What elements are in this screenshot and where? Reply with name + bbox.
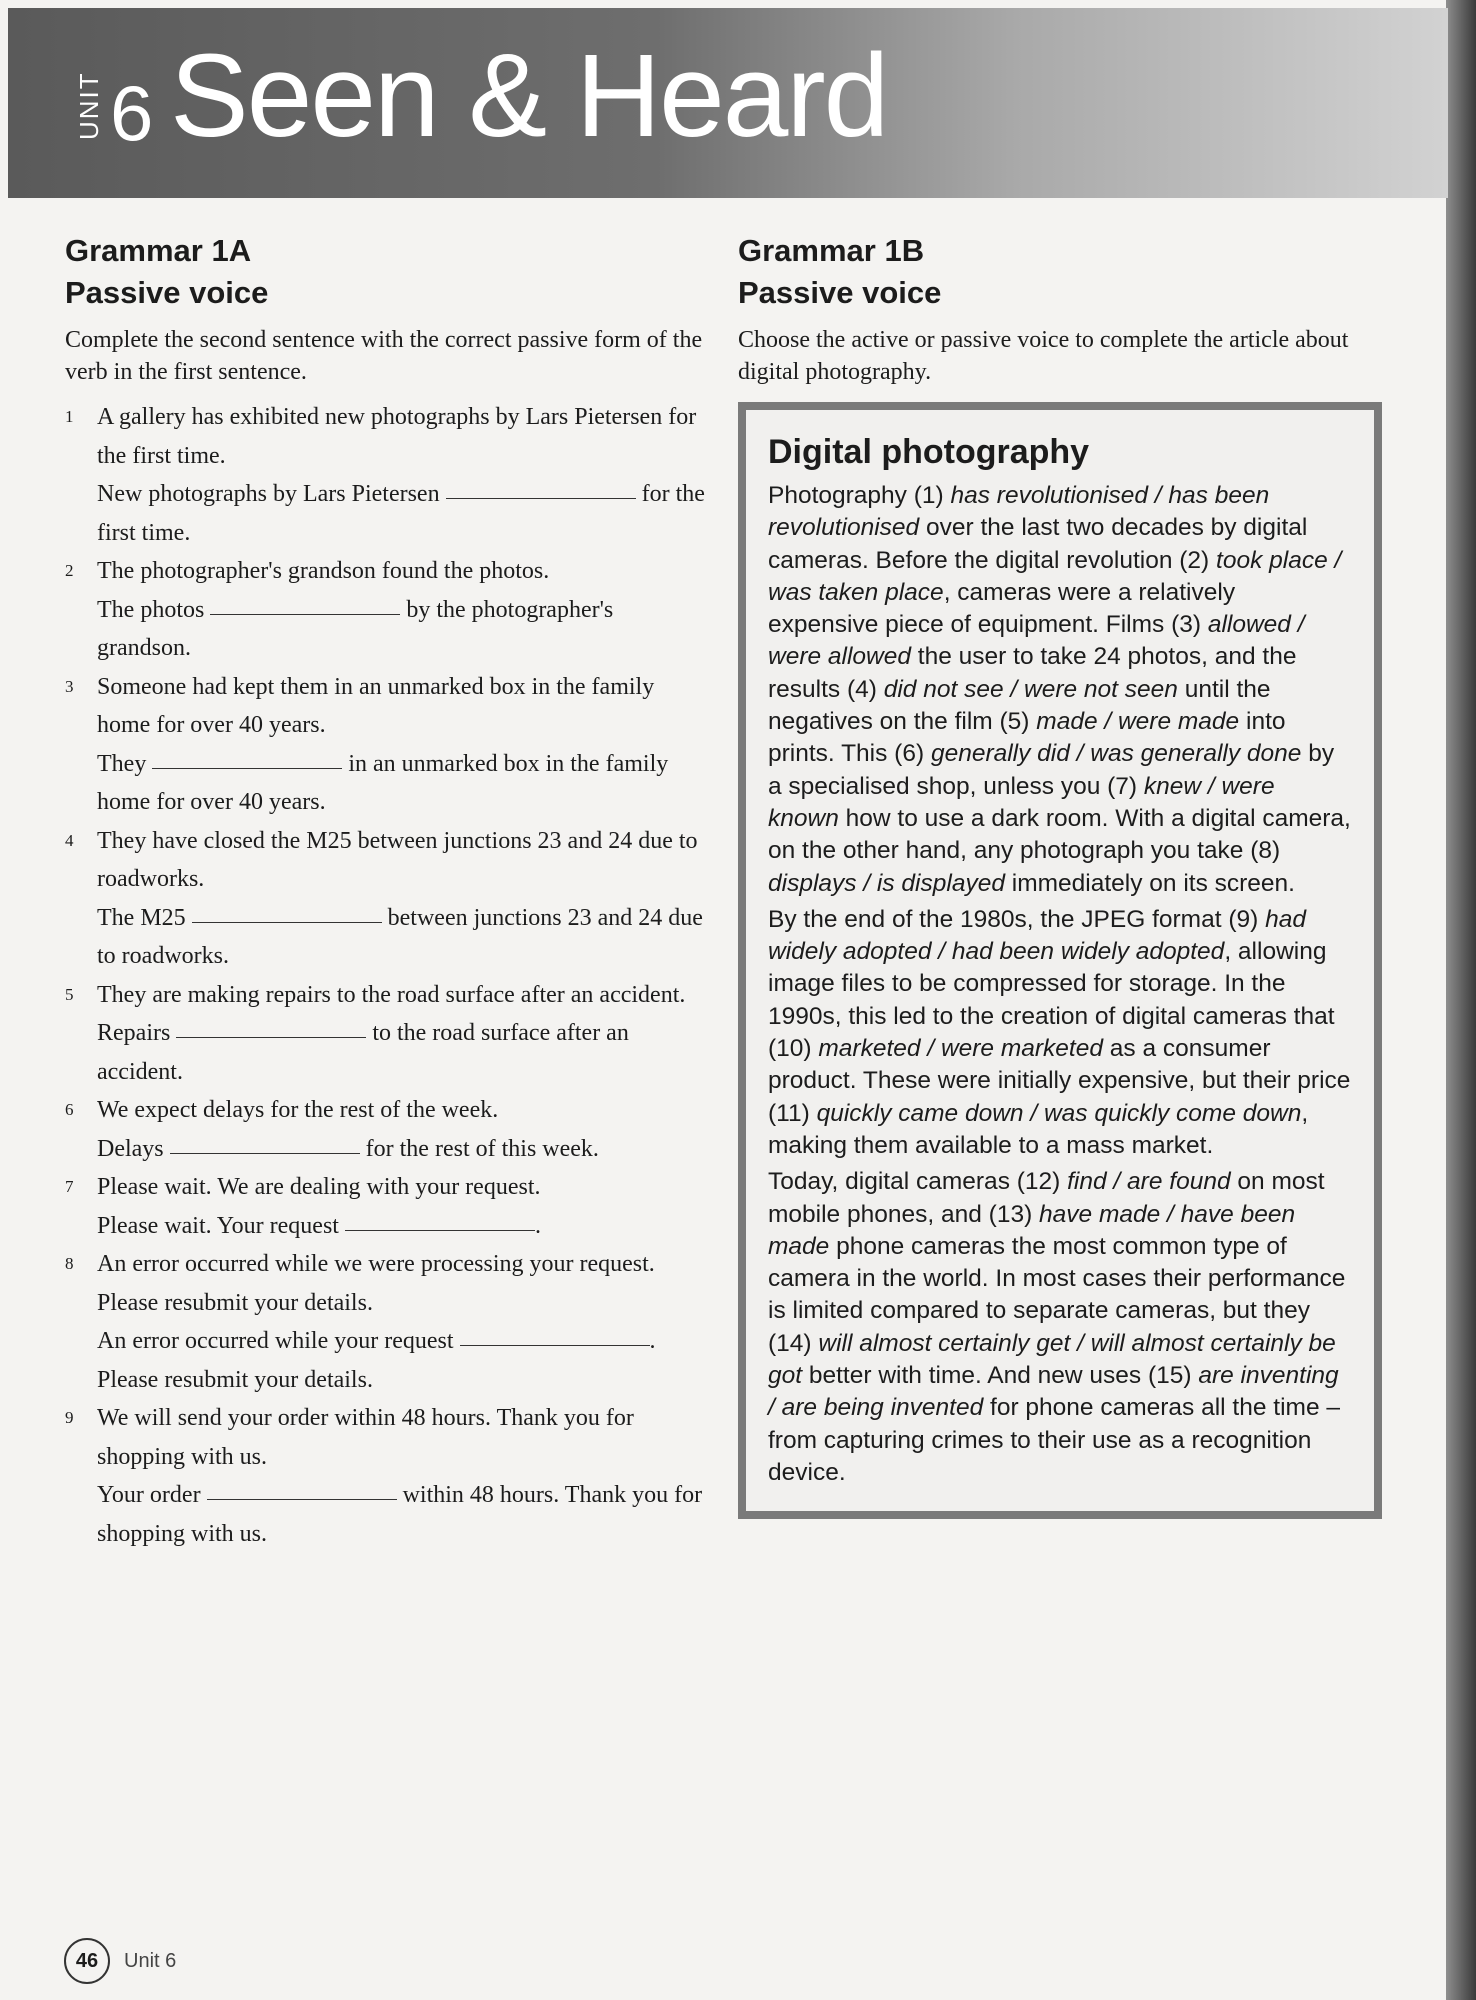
sentence-end: .: [534, 1212, 541, 1239]
answer-blank[interactable]: [170, 1152, 360, 1154]
choice-option[interactable]: marketed / were marketed: [818, 1035, 1103, 1063]
sentence-start: Repairs: [97, 1020, 171, 1046]
article-paragraph: Today, digital cameras (12) find / are found on most mobile phones, and (13) have made / have been made phone cameras the most common type of camera in the world. In most cases their performance is limited compared to separate cameras, but they (14) will almost certainly get / will almost certainly be got better with time. And new uses (15) are inventing / are being invented for phone cameras all the time – from capturing crimes to their use as a recognition device.: [768, 1168, 1346, 1486]
exercise-item: [65, 1168, 705, 1245]
sentence-end: in an unmarked box in the family home for over 40 years.: [97, 750, 669, 815]
original-sentence: We will send your order within 48 hours. Thank you for shopping with us.: [97, 1405, 634, 1470]
sentence-end: between junctions 23 and 24 due to roadworks.: [97, 904, 703, 969]
sentence-end: for the first time.: [97, 481, 705, 546]
exercise-item: [65, 552, 705, 668]
answer-blank[interactable]: [207, 1498, 397, 1500]
original-sentence: We expect delays for the rest of the week.: [97, 1097, 499, 1123]
choice-option[interactable]: did not see / were not seen: [883, 675, 1178, 703]
grammar-1a-section: [65, 230, 705, 1553]
answer-blank[interactable]: [460, 1344, 650, 1346]
exercise-item: [65, 1245, 705, 1399]
item-number: 6: [65, 1100, 74, 1119]
grammar-1b-section: [738, 230, 1378, 1519]
answer-blank[interactable]: [192, 921, 382, 923]
answer-blank[interactable]: [446, 497, 636, 499]
sentence-end: by the photographer's grandson.: [97, 596, 614, 661]
item-number: 2: [65, 561, 74, 580]
sentence-start: They: [97, 750, 147, 777]
choice-option[interactable]: find / are found: [1067, 1168, 1231, 1196]
sentence-start: New photographs by Lars Pietersen: [97, 481, 440, 507]
choice-option[interactable]: displays / is displayed: [768, 869, 1005, 897]
choice-option[interactable]: took place / was taken place: [768, 546, 1342, 606]
exercise-item: [65, 976, 705, 1092]
article-paragraph: Photography (1) has revolutionised / has been revolutionised over the last two decades by digital cameras. Before the digital revolution (2) took place / was taken place, cameras were a relatively expensive piece of equipment. Films (3) allowed / were allowed the user to take 24 photos, and the results (4) did not see / were not seen until the negatives on the film (5) made / were made into prints. This (6) generally did / was generally done by a specialised shop, unless you (7) knew / were known how to use a dark room. With a digital camera, on the other hand, any photograph you take (8) displays / is displayed immediately on its screen.: [768, 482, 1351, 897]
sentence-end: to the road surface after an accident.: [97, 1020, 629, 1085]
exercise-item: [65, 398, 705, 552]
section-title: Grammar 1A: [65, 233, 252, 268]
choice-option[interactable]: have made / have been made: [768, 1200, 1296, 1260]
section-title: Grammar 1B: [738, 233, 925, 268]
unit-banner: [8, 8, 1448, 198]
original-sentence: A gallery has exhibited new photographs by Lars Pietersen for the first time.: [97, 404, 697, 469]
choice-option[interactable]: will almost certainly get / will almost certainly be got: [768, 1329, 1336, 1390]
sentence-start: Please wait. Your request: [97, 1212, 339, 1239]
sentence-start: Your order: [97, 1482, 201, 1508]
section-subtitle: Passive voice: [65, 275, 269, 310]
sentence-start: The photos: [97, 596, 205, 623]
item-number: 7: [65, 1177, 74, 1196]
original-sentence: They have closed the M25 between junctions 23 and 24 due to roadworks.: [97, 827, 698, 892]
unit-label: UNIT: [74, 71, 104, 140]
answer-blank[interactable]: [345, 1229, 535, 1231]
item-number: 8: [65, 1254, 74, 1273]
exercise-item: [65, 668, 705, 822]
original-sentence: Please wait. We are dealing with your request.: [97, 1174, 541, 1200]
section-subtitle: Passive voice: [738, 275, 942, 310]
page-number: 46: [64, 1938, 110, 1984]
exercise-item: [65, 1091, 705, 1168]
article-title: Digital photography: [768, 433, 1090, 471]
sentence-end: within 48 hours. Thank you for shopping with us.: [97, 1482, 703, 1547]
choice-option[interactable]: knew / were known: [768, 772, 1275, 832]
footer-unit-label: Unit 6: [124, 1949, 177, 1972]
choice-option[interactable]: generally did / was generally done: [930, 740, 1302, 768]
original-sentence: An error occurred while we were processing your request. Please resubmit your details.: [97, 1251, 655, 1316]
answer-blank[interactable]: [176, 1036, 366, 1038]
instruction: Complete the second sentence with the correct passive form of the verb in the first sentence.: [65, 327, 703, 385]
unit-title: Seen & Heard: [170, 30, 888, 162]
item-number: 1: [65, 407, 74, 426]
choice-option[interactable]: has revolutionised / has been revolutionised: [768, 482, 1270, 542]
answer-blank[interactable]: [210, 613, 400, 615]
answer-blank[interactable]: [152, 767, 342, 769]
choice-option[interactable]: are inventing / are being invented: [768, 1362, 1339, 1422]
item-number: 9: [65, 1408, 74, 1427]
choice-option[interactable]: quickly came down / was quickly come down: [816, 1099, 1302, 1127]
exercise-item: [65, 1399, 705, 1553]
original-sentence: Someone had kept them in an unmarked box in the family home for over 40 years.: [97, 673, 655, 738]
item-number: 5: [65, 984, 74, 1004]
unit-number: 6: [110, 69, 154, 157]
instruction: Choose the active or passive voice to complete the article about digital photography.: [738, 327, 1349, 385]
sentence-start: The M25: [97, 904, 186, 931]
page-edge-shadow: [1446, 0, 1476, 2000]
choice-option[interactable]: made / were made: [1036, 708, 1240, 736]
original-sentence: The photographer's grandson found the photos.: [97, 558, 550, 584]
sentence-start: Delays: [97, 1135, 164, 1162]
sentence-start: An error occurred while your request: [97, 1328, 454, 1354]
choice-option[interactable]: had widely adopted / had been widely adopted: [768, 905, 1306, 966]
exercise-item: [65, 822, 705, 976]
sentence-end: . Please resubmit your details.: [97, 1328, 656, 1393]
choice-option[interactable]: allowed / were allowed: [768, 611, 1305, 671]
article-paragraph: By the end of the 1980s, the JPEG format (9) had widely adopted / had been widely adopted, allowing image files to be compressed for storage. In the 1990s, this led to the creation of digital cameras that (10) marketed / were marketed as a consumer product. These were initially expensive, but their price (11) quickly came down / was quickly come down, making them available to a mass market.: [768, 905, 1351, 1159]
article-box: [738, 402, 1382, 1519]
item-number: 4: [65, 830, 74, 850]
original-sentence: They are making repairs to the road surface after an accident.: [97, 981, 686, 1008]
page-footer: [64, 1938, 176, 1984]
item-number: 3: [65, 676, 74, 696]
sentence-end: for the rest of this week.: [365, 1135, 599, 1162]
